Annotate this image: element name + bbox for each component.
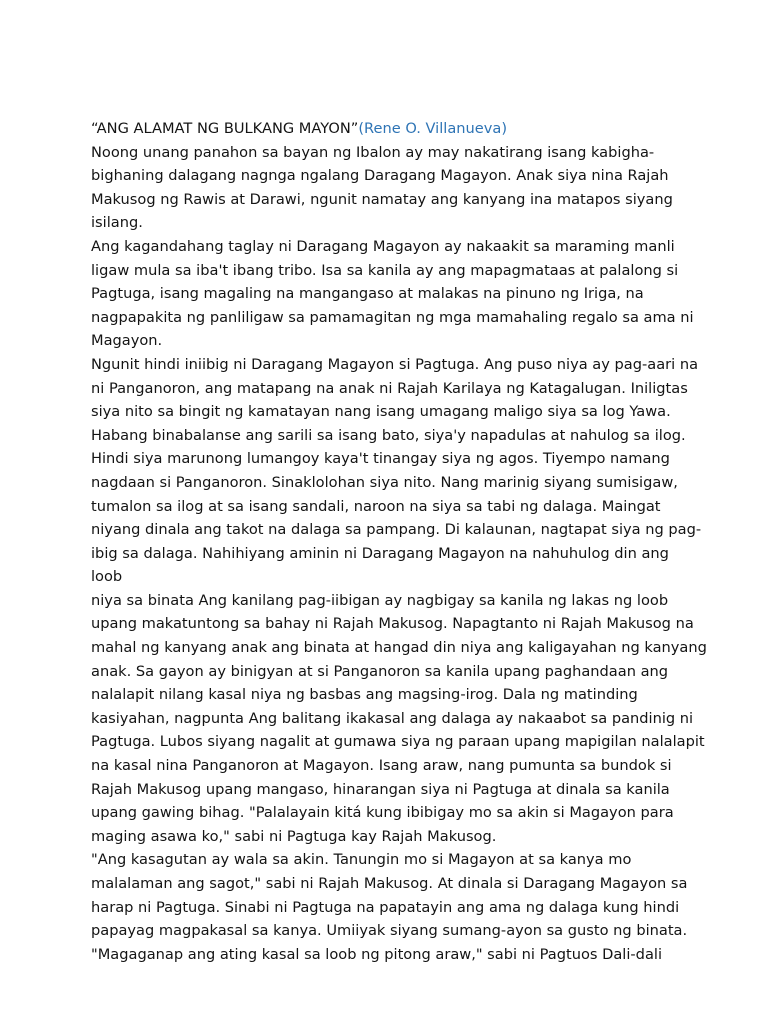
text-line: siya nito sa bingit ng kamatayan nang isang umagang maligo siya sa log Yawa. [91, 403, 671, 421]
text-line: ibig sa dalaga. Nahihiyang aminin ni Daragang Magayon na nahuhulog din ang [91, 544, 669, 562]
text-line: Magayon. [91, 332, 163, 350]
text-line: na kasal nina Panganoron at Magayon. Isang araw, nang pumunta sa bundok si [91, 757, 672, 775]
text-line: Hindi siya marunong lumangoy kaya't tinangay siya ng agos. Tiyempo namang [91, 450, 670, 468]
text-line: isilang. [91, 214, 143, 232]
text-line: papayag magpakasal sa kanya. Umiiyak siyang sumang-ayon sa gusto ng binata. [91, 922, 688, 940]
text-line: "Ang kasagutan ay wala sa akin. Tanungin mo si Magayon at sa kanya mo [91, 851, 632, 869]
text-line: niyang dinala ang takot na dalaga sa pampang. Di kalaunan, nagtapat siya ng pag- [91, 521, 702, 539]
text-line: Pagtuga. Lubos siyang nagalit at gumawa siya ng paraan upang mapigilan nalalapit [91, 733, 705, 751]
text-line: harap ni Pagtuga. Sinabi ni Pagtuga na papatayin ang ama ng dalaga kung hindi [91, 898, 680, 916]
text-line: loob [91, 568, 123, 586]
text-line: niya sa binata Ang kanilang pag-iibigan ay nagbigay sa kanila ng lakas ng loob [91, 591, 669, 609]
text-line: "Magaganap ang ating kasal sa loob ng pitong araw," sabi ni Pagtuos Dali-dali [91, 945, 662, 963]
document-title: “ANG ALAMAT NG BULKANG MAYON” [91, 120, 359, 137]
text-line: anak. Sa gayon ay binigyan at si Panganoron sa kanila upang paghandaan ang [91, 662, 669, 680]
text-line: Ang kagandahang taglay ni Daragang Magayon ay nakaakit sa maraming manli [91, 237, 675, 255]
text-line: nalalapit nilang kasal niya ng basbas ang magsing-irog. Dala ng matinding [91, 686, 638, 704]
text-line: tumalon sa ilog at sa isang sandali, naroon na siya sa tabi ng dalaga. Maingat [91, 497, 661, 515]
text-line: bighaning dalagang nagnga ngalang Daragang Magayon. Anak siya nina Rajah [91, 167, 669, 185]
text-line: nagpapakita ng panliligaw sa pamamagitan ng mga mamahaling regalo sa ama ni [91, 308, 694, 326]
text-line: Pagtuga, isang magaling na mangangaso at malakas na pinuno ng Iriga, na [91, 285, 644, 303]
document-author: (Rene O. Villanueva) [358, 120, 508, 137]
text-line: ni Panganoron, ang matapang na anak ni Rajah Karilaya ng Katagalugan. Iniligtas [91, 379, 688, 397]
document-body [91, 117, 731, 966]
text-line: Ngunit hindi iniibig ni Daragang Magayon si Pagtuga. Ang puso niya ay pag-aari na [91, 355, 699, 373]
text-line: upang gawing bihag. "Palalayain kitá kung ibibigay mo sa akin si Magayon para [91, 804, 674, 822]
text-line: ligaw mula sa iba't ibang tribo. Isa sa kanila ay ang mapagmataas at palalong si [91, 261, 679, 279]
text-line: Habang binabalanse ang sarili sa isang bato, siya'y napadulas at nahulog sa ilog. [91, 426, 686, 444]
text-line: mahal ng kanyang anak ang binata at hangad din niya ang kaligayahan ng kanyang [91, 639, 707, 657]
text-line: malalaman ang sagot," sabi ni Rajah Makusog. At dinala si Daragang Magayon sa [91, 875, 688, 892]
text-line: maging asawa ko," sabi ni Pagtuga kay Rajah Makusog. [91, 827, 497, 845]
text-line: kasiyahan, nagpunta Ang balitang ikakasal ang dalaga ay nakaabot sa pandinig ni [91, 709, 694, 727]
text-line: Rajah Makusog upang mangaso, hinarangan siya ni Pagtuga at dinala sa kanila [91, 780, 670, 798]
title-line [91, 117, 731, 141]
text-line: Makusog ng Rawis at Darawi, ngunit namatay ang kanyang ina matapos siyang [91, 190, 673, 208]
text-line: nagdaan si Panganoron. Sinaklolohan siya nito. Nang marinig siyang sumisigaw, [91, 473, 678, 491]
text-line: Noong unang panahon sa bayan ng Ibalon ay may nakatirang isang kabigha- [91, 143, 655, 161]
text-line: upang makatuntong sa bahay ni Rajah Makusog. Napagtanto ni Rajah Makusog na [91, 615, 694, 633]
